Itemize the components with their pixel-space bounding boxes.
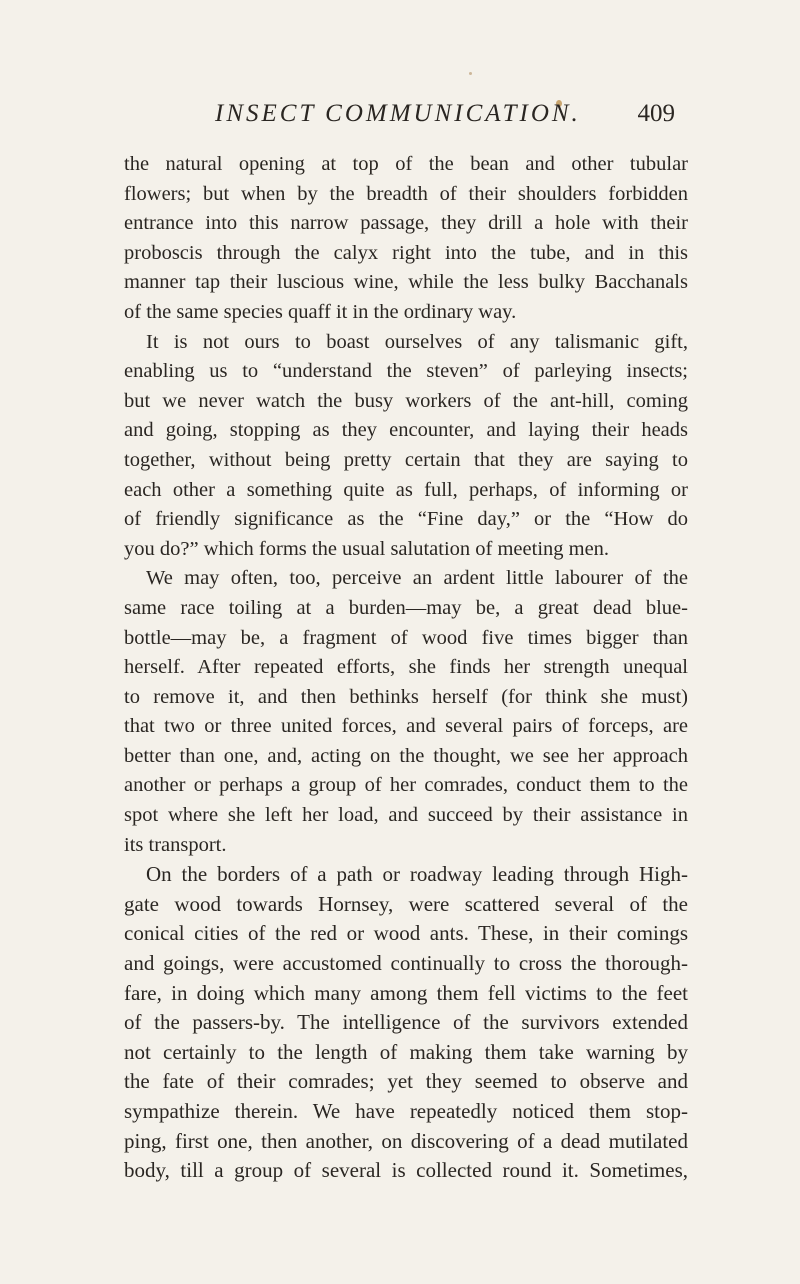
text-line: manner tap their luscious wine, while the less bulky Bacchanals [124,271,688,294]
text-line: proboscis through the calyx right into the tube, and in this [124,241,688,264]
text-line: better than one, and, acting on the thought, we see her approach [124,744,688,767]
text-line: sympathize therein. We have repeatedly noticed them stop- [124,1099,688,1123]
text-line: not certainly to the length of making them take warning by [124,1039,688,1064]
text-line: herself. After repeated efforts, she finds her strength unequal [124,656,688,679]
running-title: INSECT COMMUNICATION. [215,100,581,127]
text-line: together, without being pretty certain that they are saying to [124,448,688,471]
text-line: and going, stopping as they encounter, and laying their heads [124,419,688,442]
text-line: conical cities of the red or wood ants. These, in their comings [124,921,688,946]
text-line: that two or three united forces, and several pairs of forceps, are [124,715,688,738]
text-line: another or perhaps a group of her comrades, conduct them to the [124,774,688,797]
text-line: spot where she left her load, and succeed by their assistance in [124,804,688,827]
text-line: enabling us to “understand the steven” of parleying insects; [124,360,688,383]
text-line: of the passers-by. The intelligence of the survivors extended [124,1010,688,1035]
text-line: but we never watch the busy workers of the ant-hill, coming [124,389,688,412]
text-line: you do?” which forms the usual salutation of meeting men. [124,537,610,560]
text-line: flowers; but when by the breadth of their shoulders forbidden [124,182,688,205]
text-line: bottle—may be, a fragment of wood five times bigger than [124,626,688,649]
text-line: and goings, were accustomed continually to cross the thorough- [124,951,688,976]
text-line: each other a something quite as full, perhaps, of informing or [124,478,688,501]
text-line: entrance into this narrow passage, they drill a hole with their [124,212,688,235]
running-header [215,100,675,136]
text-line: We may often, too, perceive an ardent little labourer of the [146,567,688,590]
paper-speck [469,72,472,75]
text-line: its transport. [124,833,227,856]
page-number: 409 [637,100,675,127]
text-line: It is not ours to boast ourselves of any talismanic gift, [146,330,688,353]
text-line: the natural opening at top of the bean and other tubular [124,153,688,175]
text-line: On the borders of a path or roadway leading through High- [146,862,688,887]
text-line: same race toiling at a burden—may be, a great dead blue- [124,596,688,619]
text-line: the fate of their comrades; yet they seemed to observe and [124,1069,688,1094]
text-line: of the same species quaff it in the ordinary way. [124,300,517,323]
text-line: body, till a group of several is collected round it. Sometimes, [124,1158,688,1183]
text-line: gate wood towards Hornsey, were scattered several of the [124,891,688,916]
text-line: fare, in doing which many among them fell victims to the feet [124,980,688,1005]
body-text [124,150,688,1186]
text-line: of friendly significance as the “Fine day,” or the “How do [124,508,688,531]
text-line: to remove it, and then bethinks herself (for think she must) [124,685,688,708]
text-line: ping, first one, then another, on discovering of a dead mutilated [124,1128,688,1153]
